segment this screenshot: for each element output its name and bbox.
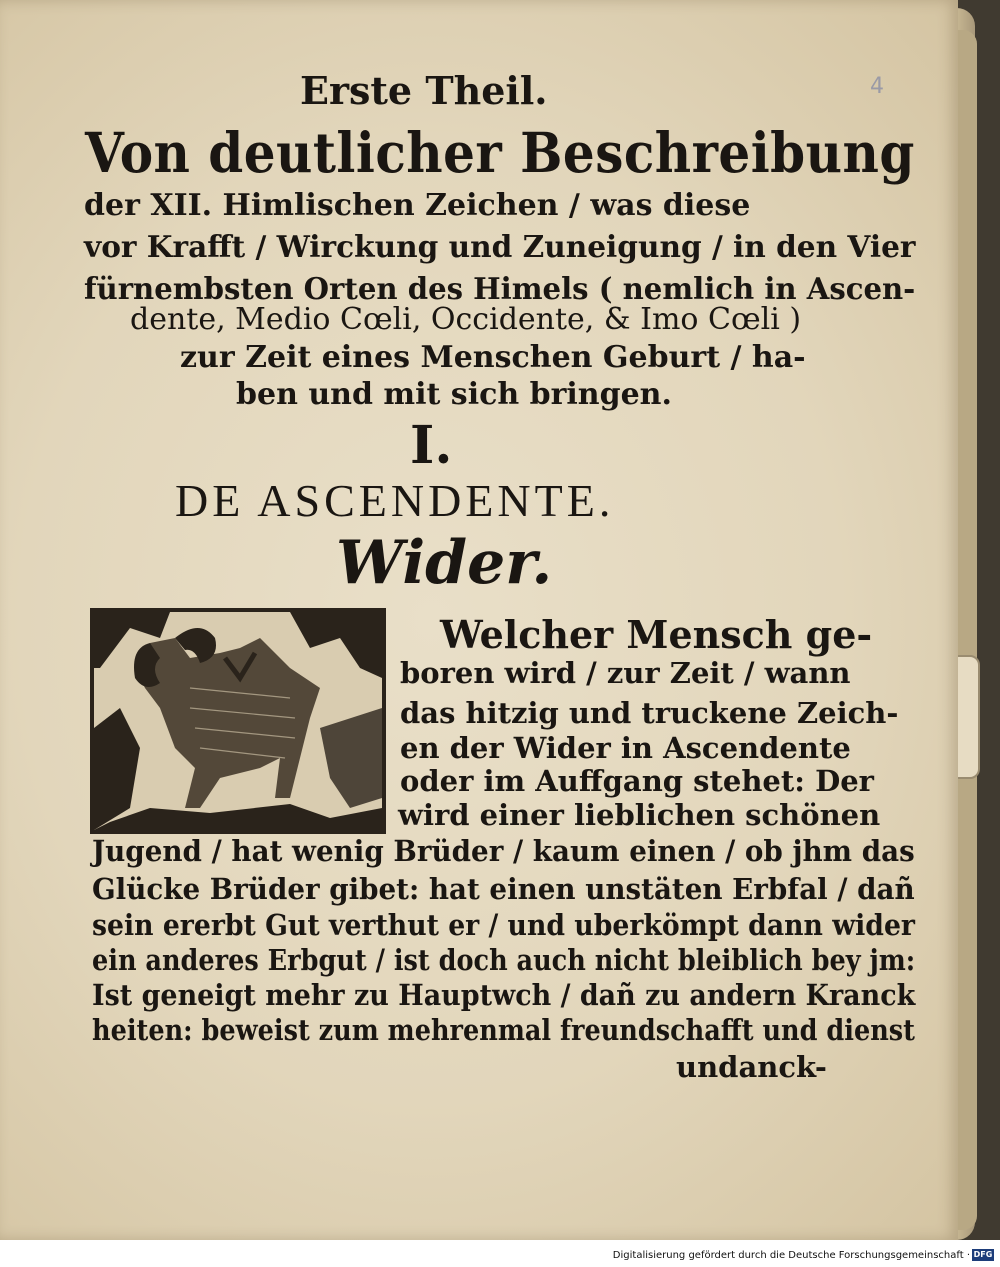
sign-name: Wider. [336,528,553,598]
page-title: Von deutlicher Beschreibung [85,120,915,185]
catchword: undanck- [676,1050,827,1084]
folio-number: 4 [870,74,884,99]
body-line-1: Welcher Mensch ge- [440,612,873,657]
body-line-2: boren wird / zur Zeit / wann [400,656,851,690]
part-heading: Erste Theil. [300,68,548,113]
body-line-12: heiten: beweist zum mehrenmal freundschafft und dienst [92,1013,915,1047]
title-line-2: vor Krafft / Wirckung und Zuneigung / in den Vier [84,230,916,265]
title-line-5: zur Zeit eines Menschen Geburt / ha- [180,340,806,375]
body-line-3: das hitzig und truckene Zeich- [400,696,899,730]
section-title: DE ASCENDENTE. [175,475,615,526]
body-line-11: Ist geneigt mehr zu Hauptwch / dañ zu andern Kranck [92,978,916,1012]
footer-credit: Digitalisierung gefördert durch die Deutsche Forschungsgemeinschaft · [612,1250,970,1261]
body-line-4: en der Wider in Ascendente [400,731,851,765]
body-line-10: ein anderes Erbgut / ist doch auch nicht bleiblich bey jm: [92,943,916,977]
title-line-6: ben und mit sich bringen. [236,377,672,412]
title-line-1: der XII. Himlischen Zeichen / was diese [84,188,751,223]
ram-woodcut-image [90,608,386,834]
section-number: I. [410,415,453,476]
title-line-4: dente, Medio Cœli, Occidente, & Imo Cœli ) [130,302,802,337]
dfg-logo-icon: DFG [973,1250,993,1259]
page-edge-back [955,30,977,1230]
body-line-7: Jugend / hat wenig Brüder / kaum einen / ob jhm das [92,834,915,868]
body-line-6: wird einer lieblichen schönen [398,798,881,832]
body-line-5: oder im Auffgang stehet: Der [400,764,874,798]
title-line-3: fürnembsten Orten des Himels ( nemlich in Ascen- [84,272,916,307]
body-line-8: Glücke Brüder gibet: hat einen unstäten Erbfal / dañ [92,872,915,906]
body-line-9: sein ererbt Gut verthut er / und uberkömpt dann wider [92,908,915,942]
